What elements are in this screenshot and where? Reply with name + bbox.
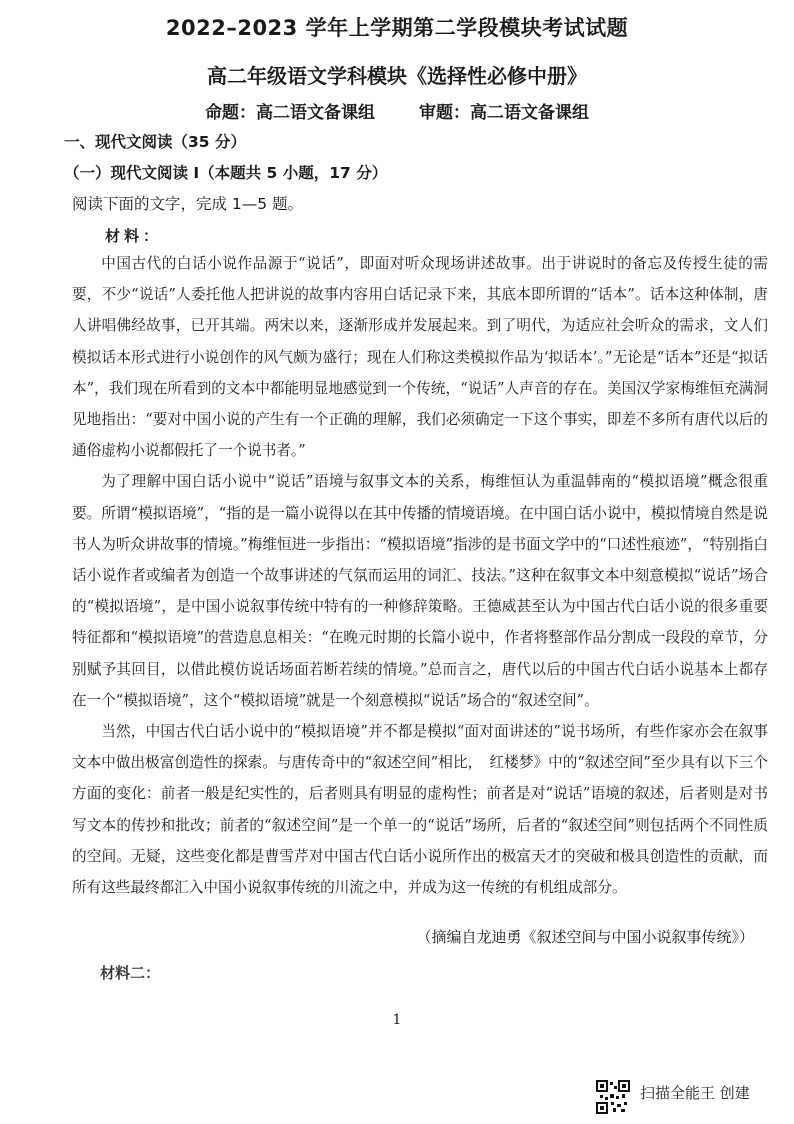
- setter-line: [0, 98, 794, 123]
- passage-body: [72, 248, 768, 903]
- paragraph: 中国古代的白话小说作品源于“说话”，即面对听众现场讲述故事。出于讲说时的备忘及传授生徒的需要，不少“说话”人委托他人把讲说的故事内容用白话记录下来，其底本即所谓的“话本”。话本这种体制，唐人讲唱佛经故事，已开其端。两宋以来，逐渐形成并发展起来。到了明代，为适应社会听众的需求，文人们模拟话本形式进行小说创作的风气颇为盛行；现在人们称这类模拟作品为‘拟话本’。”无论是“话本”还是“拟话本”，我们现在所看到的文本中都能明显地感觉到一个传统，“说话”人声音的存在。美国汉学家梅维恒充满洞见地指出：“要对中国小说的产生有一个正确的理解，我们必须确定一下这个事实，即差不多所有唐代以后的通俗虚构小说都假托了一个说书者。”: [72, 255, 768, 460]
- page-number: 1: [392, 1012, 402, 1028]
- setter-name: 命题：高二语文备课组: [205, 103, 376, 123]
- sub-section-heading: （一）现代文阅读 I（本题共 5 小题，17 分）: [64, 164, 388, 182]
- material-label: 材料：: [105, 227, 163, 245]
- paragraph: 为了理解中国白话小说中“说话”语境与叙事文本的关系，梅维恒认为重温韩南的“模拟语境”概念很重要。所谓“模拟语境”，“指的是一篇小说得以在其中传播的情境语境。在中国白话小说中，模拟情境自然是说书人为听众讲故事的情境。”梅维恒进一步指出：“模拟语境”指涉的是书面文学中的“口述性痕迹”，“特别指白话小说作者或编者为创造一个故事讲述的气氛而运用的词汇、技法。”这种在叙事文本中刻意模拟“说话”场合的“模拟语境”，是中国小说叙事传统中特有的一种修辞策略。王德威甚至认为中国古代白话小说的很多重要特征都和“模拟语境”的营造息息相关：“在晚元时期的长篇小说中，作者将整部作品分割成一段段的章节，分别赋予其回目，以借此模仿说话场面若断若续的情境。”总而言之，唐代以后的中国古代白话小说基本上都存在一个“模拟语境”，这个“模拟语境”就是一个刻意模拟“说话”场合的“叙述空间”。: [72, 473, 768, 709]
- material-two-label: 材料二：: [100, 964, 161, 982]
- passage-source: （摘编自龙迪勇《叙述空间与中国小说叙事传统》）: [416, 928, 754, 946]
- qr-code-icon: [596, 1080, 630, 1114]
- section-heading: 一、现代文阅读（35 分）: [64, 133, 246, 151]
- exam-subtitle: 高二年级语文学科模块《选择性必修中册》: [207, 64, 587, 88]
- reviewer-name: 审题：高二语文备课组: [418, 103, 589, 123]
- paragraph: 当然，中国古代白话小说中的“模拟语境”并不都是模拟“面对面讲述的”说书场所，有些作家亦会在叙事文本中做出极富创造性的探索。与唐传奇中的“叙述空间”相比， 红楼梦》中的“叙述空间”至少具有以下三个方面的变化：前者一般是纪实性的，后者则具有明显的虚构性；前者是对“说话”语境的叙述，后者则是对书写文本的传抄和批改；前者的“叙述空间”是一个单一的“说话”场所，后者的“叙述空间”则包括两个不同性质的空间。无疑，这些变化都是曹雪芹对中国古代白话小说所作出的极富天才的突破和极具创造性的贡献，而所有这些最终都汇入中国小说叙事传统的川流之中，并成为这一传统的有机组成部分。: [72, 723, 768, 897]
- scanner-watermark: 扫描全能王 创建: [640, 1084, 750, 1102]
- exam-title: 2022–2023 学年上学期第二学段模块考试试题: [165, 16, 629, 40]
- reading-instruction: 阅读下面的文字，完成 1—5 题。: [72, 195, 304, 213]
